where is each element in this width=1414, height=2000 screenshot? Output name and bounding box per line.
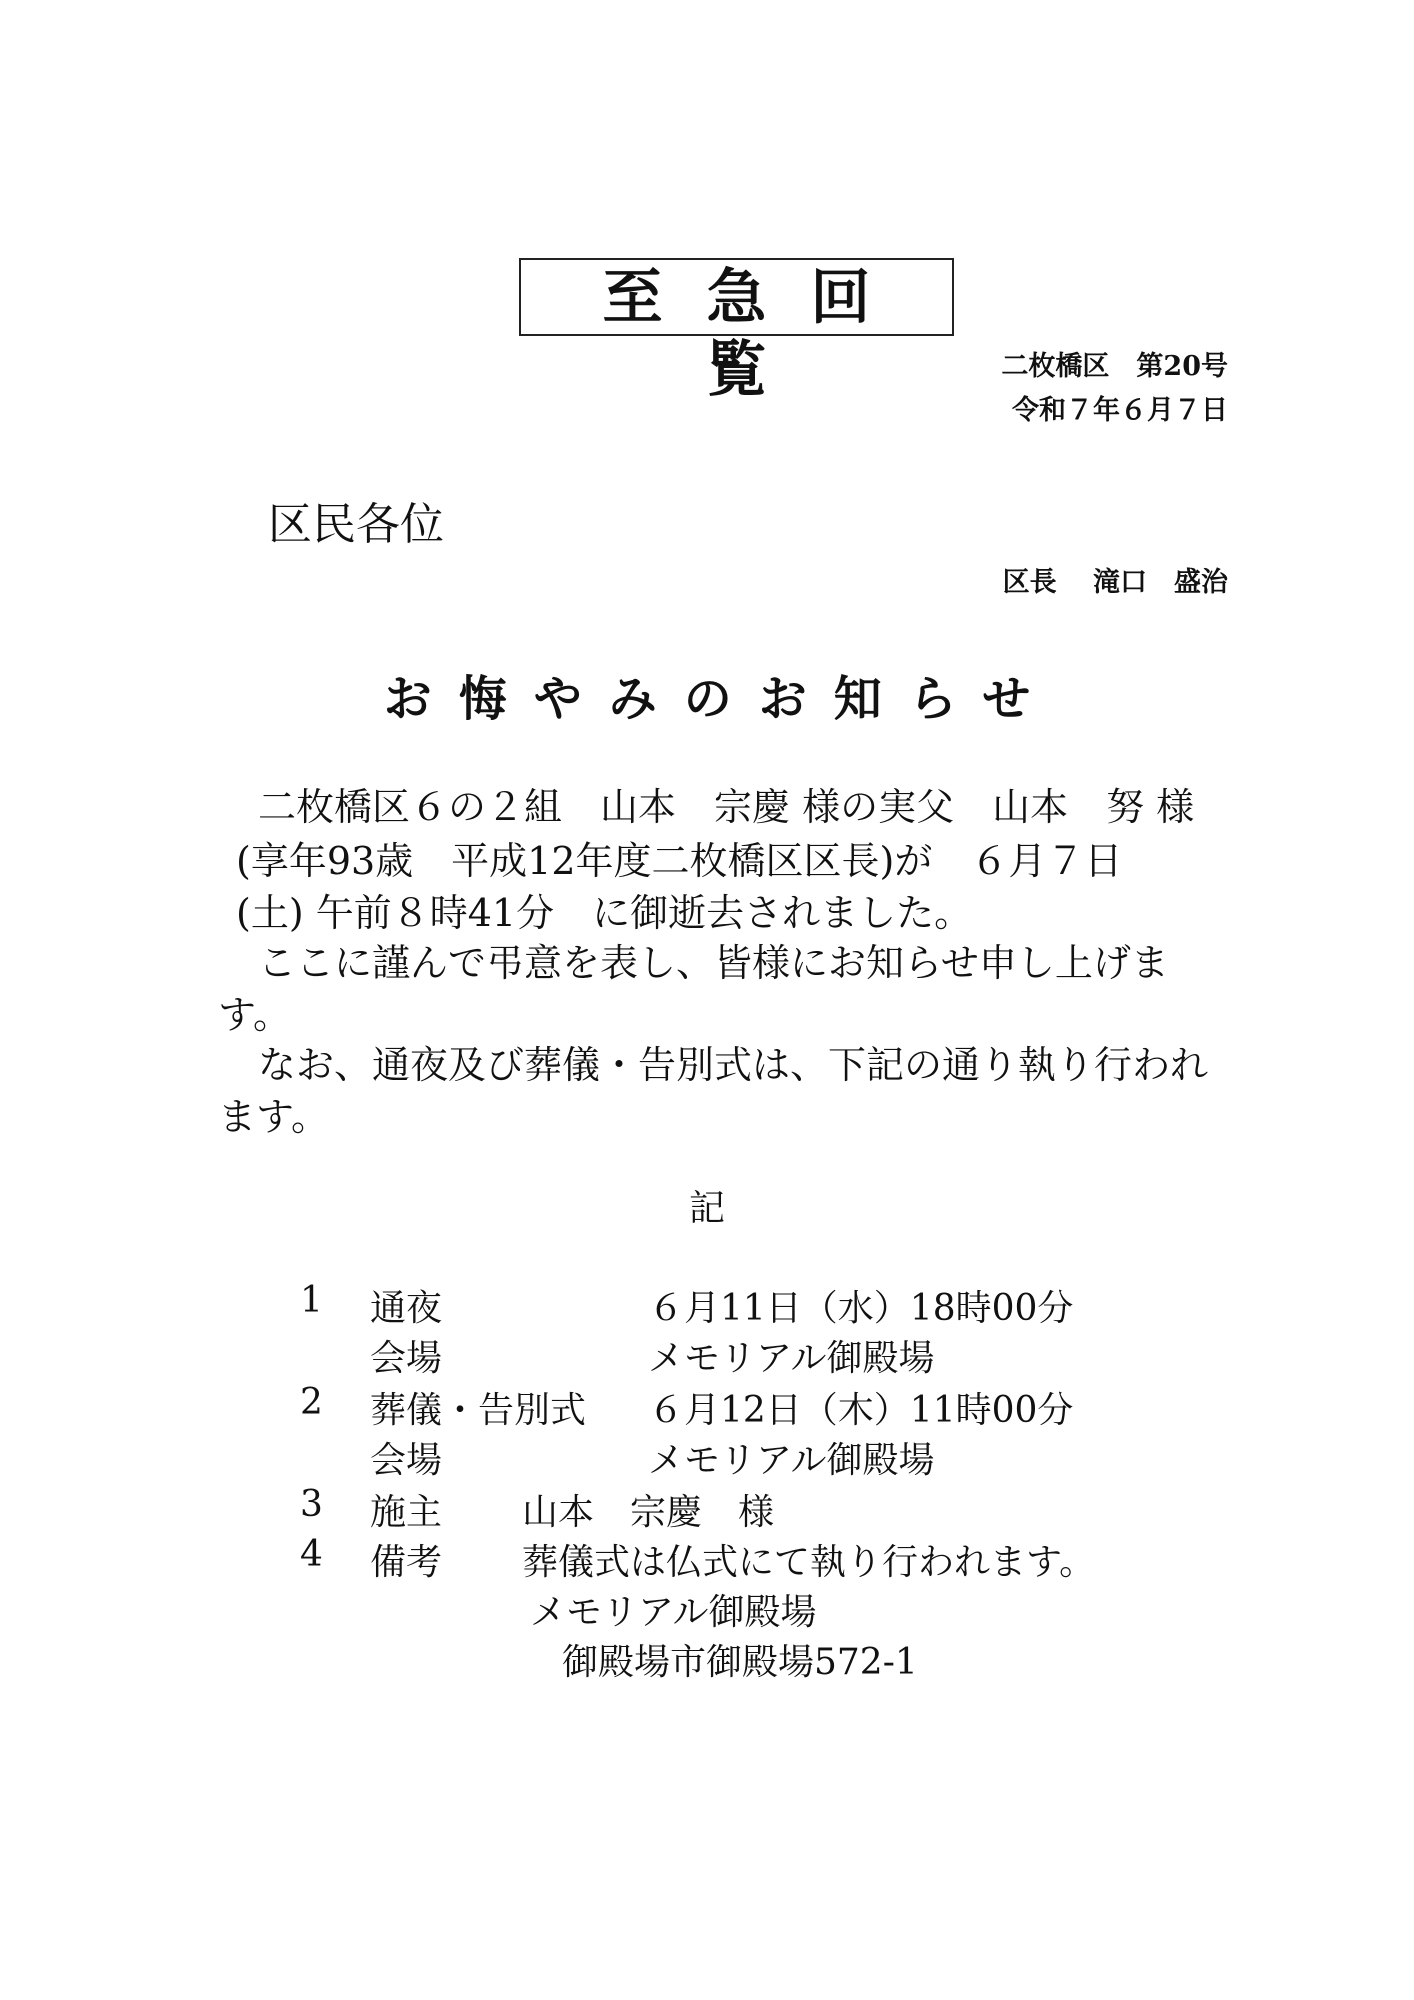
item-value: 葬儀式は仏式にて執り行われます。 xyxy=(522,1542,1096,1583)
notice-title: お悔やみのお知らせ xyxy=(383,671,1058,727)
item-number: 1 xyxy=(300,1280,323,1321)
body-line-1: 二枚橋区６の２組 山本 宗慶 様の実父 山本 努 様 xyxy=(258,785,1195,829)
item-label: 通夜 xyxy=(370,1288,443,1329)
item-label: 施主 xyxy=(370,1492,443,1533)
body-line-6: なお、通夜及び葬儀・告別式は、下記の通り執り行われ xyxy=(258,1043,1209,1087)
remark-venue: メモリアル御殿場 xyxy=(530,1592,817,1633)
urgent-title: 至急回覧 xyxy=(602,263,915,405)
body-line-3: (土) 午前８時41分 に御逝去されました。 xyxy=(236,891,973,935)
record-label: 記 xyxy=(688,1188,725,1229)
body-line-4: ここに謹んで弔意を表し、皆様にお知らせ申し上げま xyxy=(258,941,1169,985)
issue-number: 二枚橋区 第20号 xyxy=(1001,351,1228,382)
sender: 区長 滝口 盛治 xyxy=(1002,567,1228,598)
item-value: ６月12日（木）11時00分 xyxy=(648,1390,1074,1431)
item-value: ６月11日（水）18時00分 xyxy=(648,1288,1074,1329)
venue-label: 会場 xyxy=(370,1338,443,1379)
body-line-7: ます。 xyxy=(218,1095,329,1139)
body-line-2: (享年93歳 平成12年度二枚橋区区長)が ６月７日 xyxy=(236,839,1123,883)
item-label: 備考 xyxy=(370,1542,443,1583)
item-number: 3 xyxy=(300,1484,323,1525)
item-label: 葬儀・告別式 xyxy=(370,1390,587,1431)
body-line-5: す。 xyxy=(218,993,291,1037)
addressee: 区民各位 xyxy=(268,499,444,550)
urgent-circular-box xyxy=(519,258,954,405)
venue-value: メモリアル御殿場 xyxy=(648,1440,935,1481)
item-number: 4 xyxy=(300,1534,323,1575)
remark-address: 御殿場市御殿場572-1 xyxy=(562,1642,918,1683)
item-value: 山本 宗慶 様 xyxy=(522,1492,775,1533)
issue-date: 令和７年６月７日 xyxy=(1012,395,1228,426)
venue-label: 会場 xyxy=(370,1440,443,1481)
item-number: 2 xyxy=(300,1382,323,1423)
venue-value: メモリアル御殿場 xyxy=(648,1338,935,1379)
